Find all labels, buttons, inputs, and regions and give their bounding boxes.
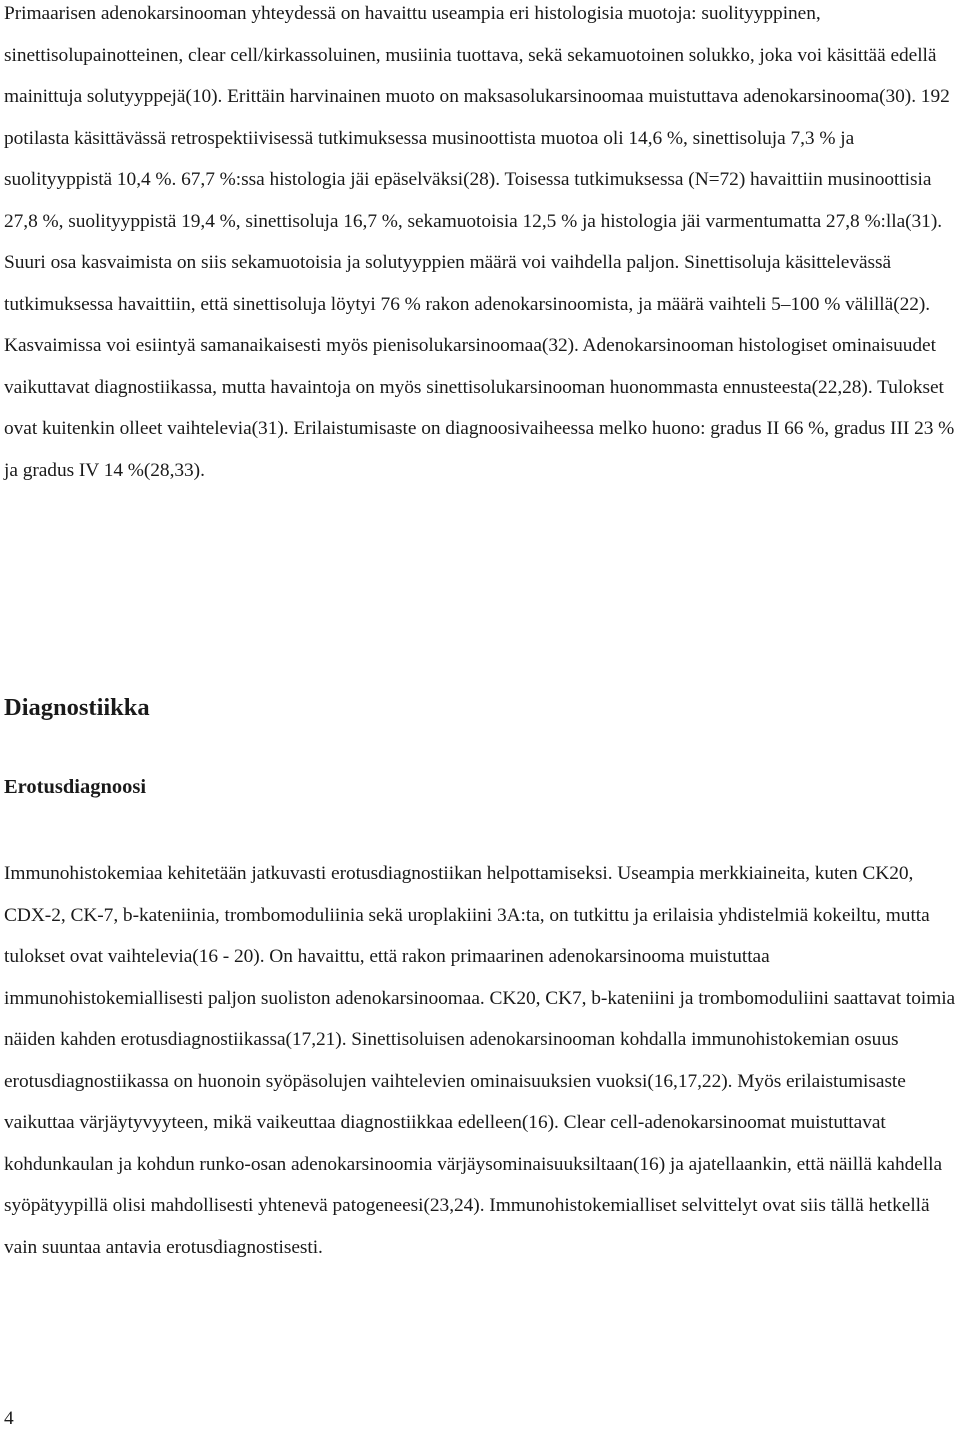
- subsection-heading: Erotusdiagnoosi: [4, 776, 147, 798]
- paragraph-histology: Primaarisen adenokarsinooman yhteydessä on havaittu useampia eri histologisia muotoja: suolityyppinen, sinettisolupainotteinen, clear cell/kirkassoluinen, musiinia tuottava, sekä sekamuotoinen solukko, joka voi käsittää edellä mainittuja solutyyppejä(10). Erittäin harvinainen muoto on maksasolukarsinoomaa muistuttava adenokarsinooma(30). 192 potilasta käsittävässä retrospektiivisessä tutkimuksessa musinoottista muotoa oli 14,6 %, sinettisoluja 7,3 % ja suolityyppistä 10,4 %. 67,7 %:ssa histologia jäi epäselväksi(28). Toisessa tutkimuksessa (N=72) havaittiin musinoottisia 27,8 %, suolityyppistä 19,4 %, sinettisoluja 16,7 %, sekamuotoisia 12,5 % ja histologia jäi varmentumatta 27,8 %:lla(31). Suuri osa kasvaimista on siis sekamuotoisia ja solutyyppien määrä voi vaihdella paljon. Sinettisoluja käsittelevässä tutkimuksessa havaittiin, että sinettisoluja löytyi 76 % rakon adenokarsinoomista, ja määrä vaihteli 5–100 % välillä(22). Kasvaimissa voi esiintyä samanaikaisesti myös pienisolukarsinoomaa(32). Adenokarsinooman histologiset ominaisuudet vaikuttavat diagnostiikassa, mutta havaintoja on myös sinettisolukarsinooman huonommasta ennusteesta(22,28). Tulokset ovat kuitenkin olleet vaihtelevia(31). Erilaistumisaste on diagnoosivaiheessa melko huono: gradus II 66 %, gradus III 23 % ja gradus IV 14 %(28,33).: [4, 3, 955, 481]
- paragraph-differential-diagnosis: Immunohistokemiaa kehitetään jatkuvasti erotusdiagnostiikan helpottamiseksi. Useampia merkkiaineita, kuten CK20, CDX-2, CK-7, b-kateniinia, trombomoduliinia sekä uroplakiini 3A:ta, on tutkittu ja erilaisia yhdistelmiä kokeiltu, mutta tulokset ovat vaihtelevia(16 - 20). On havaittu, että rakon primaarinen adenokarsinooma muistuttaa immunohistokemiallisesti paljon suoliston adenokarsinoomaa. CK20, CK7, b-kateniini ja trombomoduliini saattavat toimia näiden kahden erotusdiagnostiikassa(17,21). Sinettisoluisen adenokarsinooman kohdalla immunohistokemian osuus erotusdiagnostiikassa on huonoin syöpäsolujen vaihtelevien ominaisuuksien vuoksi(16,17,22). Myös erilaistumisaste vaikuttaa värjäytyvyyteen, mikä vaikeuttaa diagnostiikkaa edelleen(16). Clear cell-adenokarsinoomat muistuttavat kohdunkaulan ja kohdun runko-osan adenokarsinoomia värjäysominaisuuksiltaan(16) ja ajatellaankin, että näillä kahdella syöpätyypillä olisi mahdollisesti yhtenevä patogeneesi(23,24). Immunohistokemialliset selvittelyt ovat siis tällä hetkellä vain suuntaa antavia erotusdiagnostisesti.: [4, 863, 956, 1258]
- section-heading: Diagnostiikka: [4, 694, 150, 721]
- page-number: 4: [4, 1408, 14, 1429]
